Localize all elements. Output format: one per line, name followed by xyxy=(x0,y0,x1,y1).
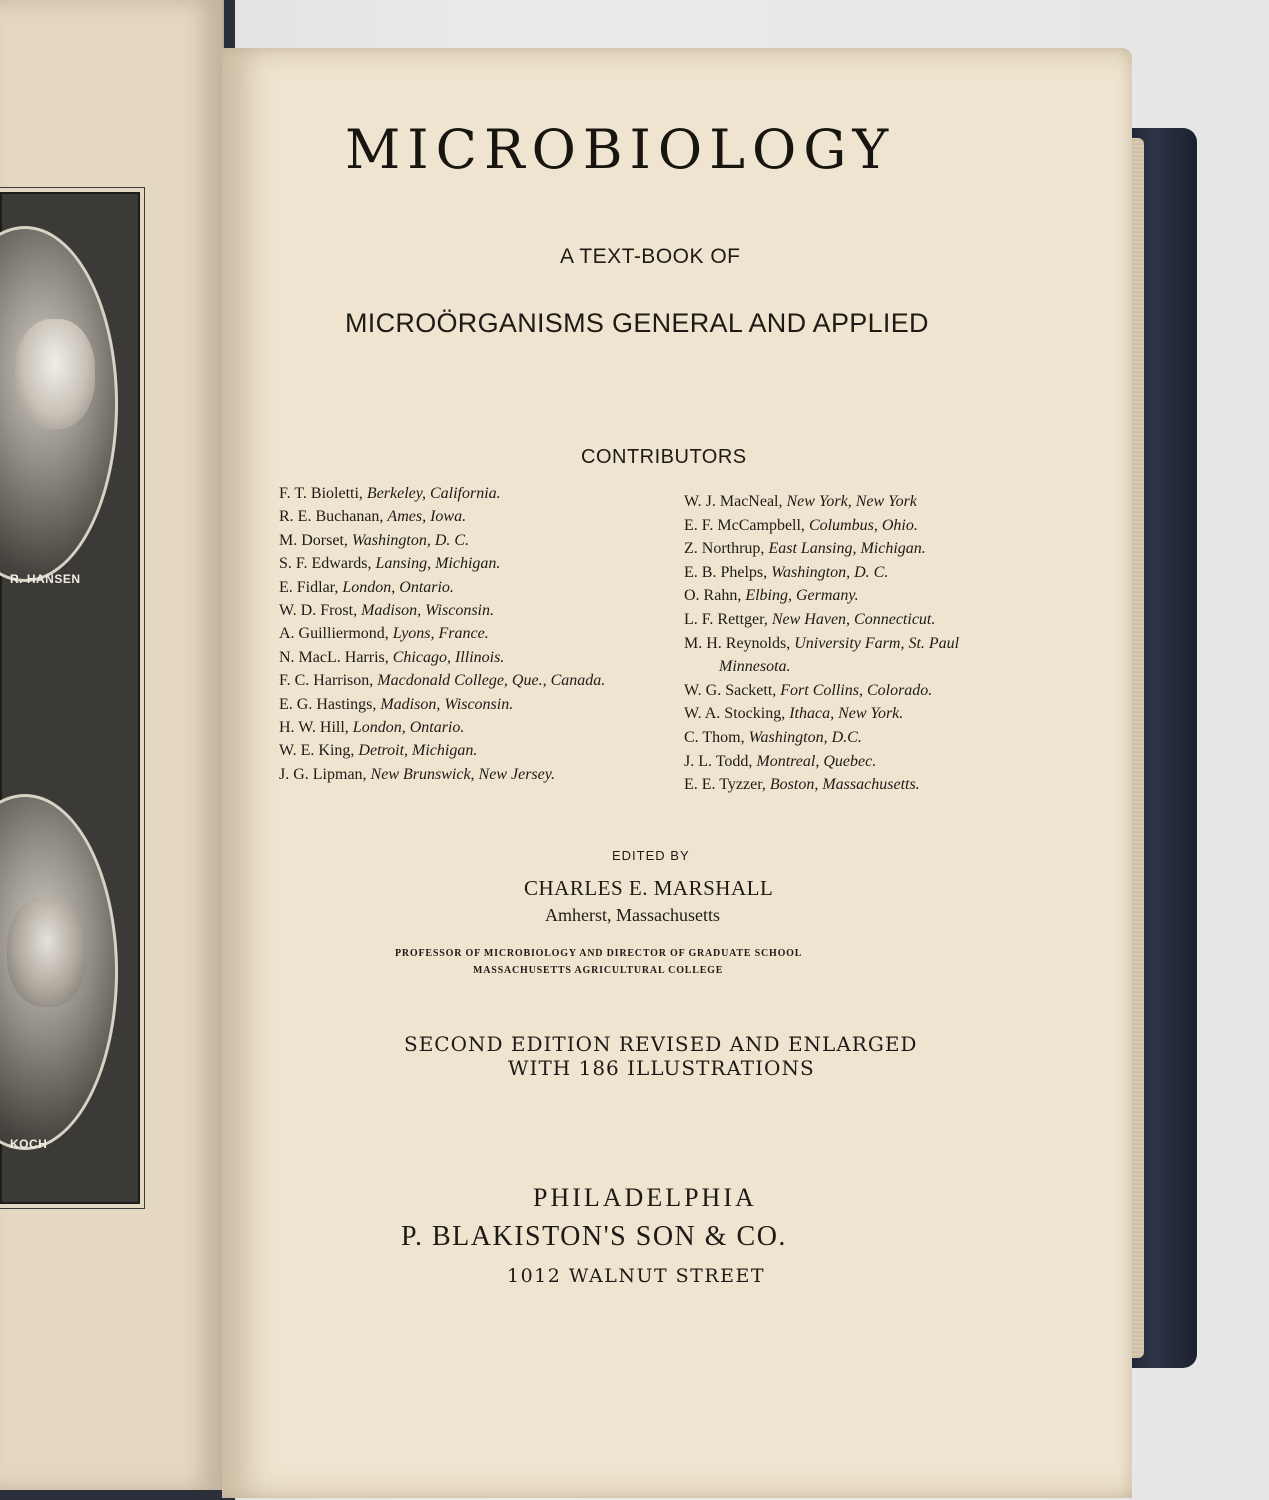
contributor-entry xyxy=(719,655,791,679)
contributor-name: E. Fidlar, xyxy=(279,578,343,596)
contributor-place: Washington, D. C. xyxy=(351,531,470,549)
contributor-place: Madison, Wisconsin. xyxy=(380,695,514,713)
edited-by: EDITED BY xyxy=(612,848,690,863)
contributor-name: Z. Northrup, xyxy=(684,540,769,558)
contributor-place: Lyons, France. xyxy=(392,625,489,643)
contributor-entry xyxy=(279,693,513,717)
contributor-place: Washington, D. C. xyxy=(771,563,889,581)
contributor-name: E. B. Phelps, xyxy=(684,563,772,581)
contributor-entry xyxy=(684,726,862,750)
contributor-entry xyxy=(279,576,454,600)
contributor-place: Detroit, Michigan. xyxy=(358,742,478,760)
contributor-place: London, Ontario. xyxy=(352,719,465,736)
contributor-place: Berkeley, California. xyxy=(366,485,501,502)
contributor-name: O. Rahn, xyxy=(684,587,746,605)
contributor-name: H. W. Hill, xyxy=(279,719,353,736)
publisher-city: PHILADELPHIA xyxy=(533,1183,757,1212)
edition-line-1: SECOND EDITION REVISED AND ENLARGED xyxy=(404,1032,918,1056)
contributor-entry xyxy=(684,584,859,608)
contributor-place: Montreal, Quebec. xyxy=(756,752,877,770)
contributor-entry xyxy=(684,490,917,514)
contributor-name: S. F. Edwards, xyxy=(279,555,376,573)
contributor-name: F. C. Harrison, xyxy=(279,672,378,690)
contributor-entry xyxy=(684,773,920,797)
portrait-plate xyxy=(0,192,140,1204)
portrait-koch xyxy=(0,794,118,1150)
contributor-entry xyxy=(279,482,501,506)
portrait-hansen xyxy=(0,226,118,582)
contributor-place: New Brunswick, New Jersey. xyxy=(370,765,555,783)
subtitle-line-2: MICROÖRGANISMS GENERAL AND APPLIED xyxy=(345,308,929,338)
contributor-name: W. E. King, xyxy=(279,742,359,760)
contributor-entry xyxy=(684,632,959,656)
contributor-place: Chicago, Illinois. xyxy=(392,648,505,666)
contributor-entry xyxy=(279,529,469,553)
contributor-entry xyxy=(684,514,918,538)
editor-place: Amherst, Massachusetts xyxy=(545,905,720,925)
publisher-name: P. BLAKISTON'S SON & CO. xyxy=(401,1221,787,1252)
contributor-name: C. Thom, xyxy=(684,729,749,746)
contributor-place: University Farm, St. Paul xyxy=(794,634,960,652)
edition-line-2: WITH 186 ILLUSTRATIONS xyxy=(508,1056,815,1080)
contributor-entry xyxy=(279,646,504,670)
contributor-place: New Haven, Connecticut. xyxy=(771,611,936,628)
subtitle-line-1: A TEXT-BOOK OF xyxy=(560,245,741,268)
contributor-name: W. G. Sackett, xyxy=(684,681,781,699)
contributor-place: Fort Collins, Colorado. xyxy=(780,681,933,699)
contributor-place: Boston, Massachusetts. xyxy=(769,776,920,794)
portrait-face xyxy=(15,319,95,429)
contributor-name: N. MacL. Harris, xyxy=(279,648,393,666)
contributor-entry xyxy=(279,552,500,576)
contributor-place: London, Ontario. xyxy=(342,578,454,596)
contributor-entry xyxy=(279,669,605,693)
contributor-entry xyxy=(684,679,932,703)
portrait-face xyxy=(7,897,87,1007)
contributor-place: Madison, Wisconsin. xyxy=(361,602,494,619)
contributor-name: E. F. McCampbell, xyxy=(684,516,809,534)
contributor-entry xyxy=(684,608,935,632)
portrait-label-koch: KOCH xyxy=(10,1137,48,1151)
contributor-name: J. G. Lipman, xyxy=(279,765,371,783)
contributor-place: Ithaca, New York. xyxy=(789,705,904,723)
contributor-entry xyxy=(684,537,926,561)
publisher-street: 1012 WALNUT STREET xyxy=(507,1265,766,1287)
editor-name: CHARLES E. MARSHALL xyxy=(524,876,774,900)
contributor-entry xyxy=(279,599,494,623)
contributor-place: Columbus, Ohio. xyxy=(808,516,918,534)
professor-line-1: PROFESSOR OF MICROBIOLOGY AND DIRECTOR OF GRADUATE SCHOOL xyxy=(395,948,803,959)
contributor-name: F. T. Bioletti, xyxy=(279,485,367,502)
contributor-entry xyxy=(279,716,464,740)
contributor-place: New York, New York xyxy=(786,493,917,510)
book-title: MICROBIOLOGY xyxy=(345,118,896,181)
contributor-place: East Lansing, Michigan. xyxy=(768,540,926,558)
contributors-heading: CONTRIBUTORS xyxy=(581,446,747,468)
contributor-entry xyxy=(279,739,477,763)
contributor-name: M. H. Reynolds, xyxy=(684,634,795,652)
portrait-label-hansen: R. HANSEN xyxy=(10,572,81,586)
contributor-name: W. D. Frost, xyxy=(279,602,362,619)
contributor-name: R. E. Buchanan, xyxy=(279,508,388,526)
contributor-place: Macdonald College, Que., Canada. xyxy=(377,672,606,690)
contributor-entry xyxy=(279,505,466,529)
contributor-name: L. F. Rettger, xyxy=(684,611,772,628)
contributor-name: W. J. MacNeal, xyxy=(684,493,787,510)
contributor-name: J. L. Todd, xyxy=(684,752,757,770)
contributor-entry xyxy=(279,763,555,787)
contributor-entry xyxy=(684,750,876,774)
professor-line-2: MASSACHUSETTS AGRICULTURAL COLLEGE xyxy=(473,965,724,976)
left-page xyxy=(0,0,224,1490)
contributor-entry xyxy=(684,561,888,585)
contributor-name: W. A. Stocking, xyxy=(684,705,790,723)
contributor-place: Elbing, Germany. xyxy=(745,587,859,605)
contributor-name: M. Dorset, xyxy=(279,531,352,549)
contributor-place: Washington, D.C. xyxy=(748,729,862,746)
contributor-place: Minnesota. xyxy=(719,658,791,676)
contributor-entry xyxy=(684,702,903,726)
contributor-name: E. G. Hastings, xyxy=(279,695,381,713)
contributor-name: E. E. Tyzzer, xyxy=(684,776,770,794)
contributor-place: Ames, Iowa. xyxy=(387,508,467,526)
contributor-name: A. Guilliermond, xyxy=(279,625,393,643)
contributor-place: Lansing, Michigan. xyxy=(375,555,501,573)
contributor-entry xyxy=(279,622,489,646)
